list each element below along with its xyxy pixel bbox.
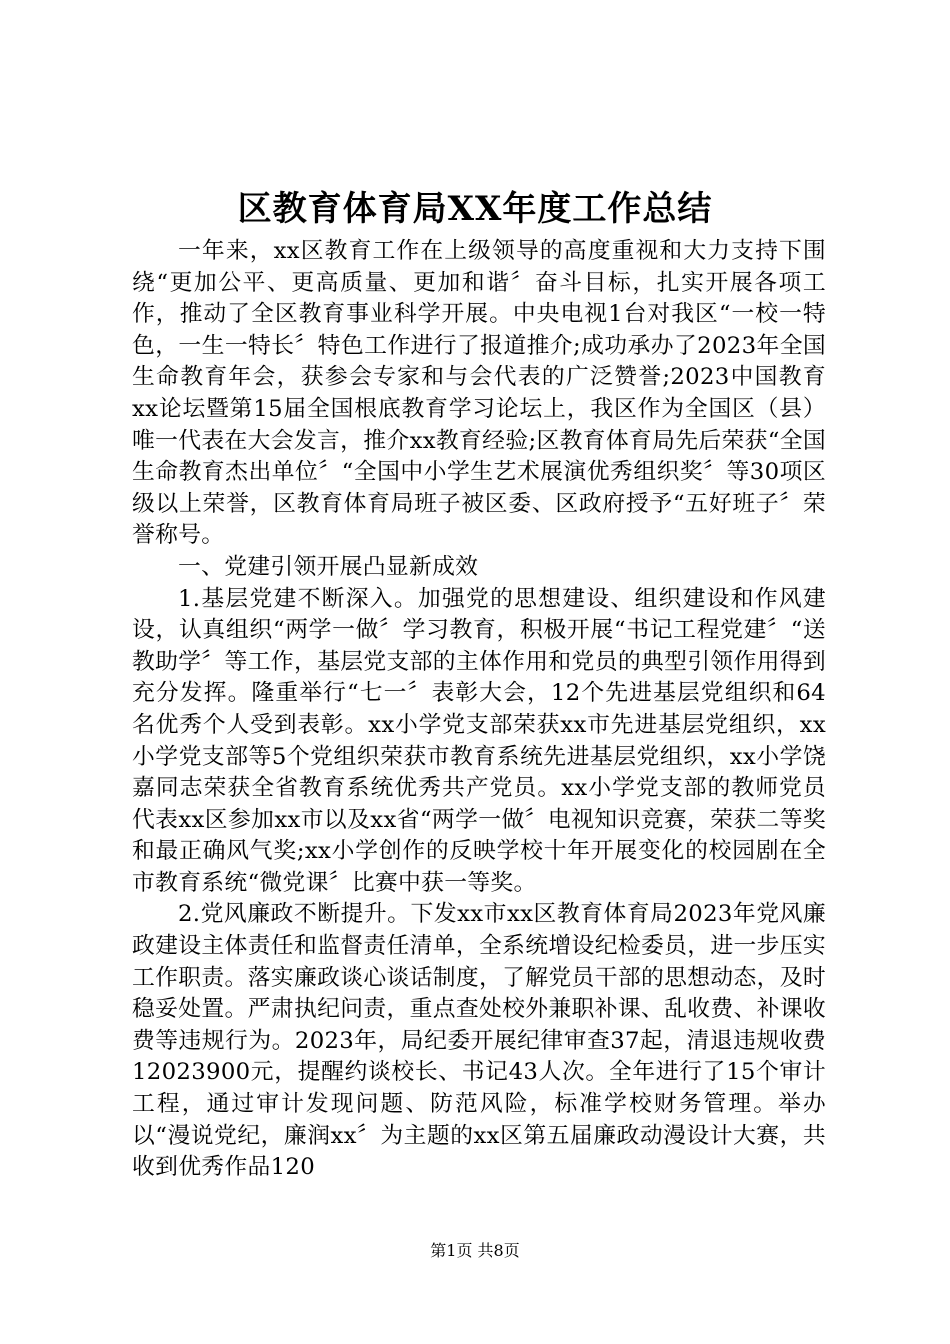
document-title: 区教育体育局XX年度工作总结 — [237, 189, 713, 229]
page-number-footer: 第1页 共8页 — [430, 1241, 520, 1260]
section-heading: 一、党建引领开展凸显新成效 — [178, 553, 479, 580]
paragraph-party-building: 1.基层党建不断深入。加强党的思想建设、组织建设和作风建设，认真组织“两学一做〞学习教育，积极开展“书记工程党建〞“送教助学〞等工作，基层党支部的主体作用和党员的典型引领作用得到充分发挥。隆重举行“七一〞表彰大会，12个先进基层党组织和64名优秀个人受到表彰。xx小学党支部荣获xx市先进基层党组织，xx小学党支部等5个党组织荣获市教育系统先进基层党组织，xx小学饶嘉同志荣获全省教育系统优秀共产党员。xx小学党支部的教师党员代表xx区参加xx市以及xx省“两学一做〞电视知识竞赛，荣获二等奖和最正确风气奖;xx小学创作的反映学校十年开展变化的校园剧在全市教育系统“微党课〞比赛中获一等奖。 — [132, 585, 826, 896]
paragraph-intro: 一年来，xx区教育工作在上级领导的高度重视和大力支持下围绕“更加公平、更高质量、更加和谐〞奋斗目标，扎实开展各项工作，推动了全区教育事业科学开展。中央电视1台对我区“一校一特色，一生一特长〞特色工作进行了报道推介;成功承办了2023年全国生命教育年会，获参会专家和与会代表的广泛赞誉;2023中国教育xx论坛暨第15届全国根底教育学习论坛上，我区作为全国区（县）唯一代表在大会发言，推介xx教育经验;区教育体育局先后荣获“全国生命教育杰出单位〞“全国中小学生艺术展演优秀组织奖〞等30项区级以上荣誉，区教育体育局班子被区委、区政府授予“五好班子〞荣誉称号。 — [132, 238, 826, 549]
paragraph-integrity: 2.党风廉政不断提升。下发xx市xx区教育体育局2023年党风廉政建设主体责任和监督责任清单，全系统增设纪检委员，进一步压实工作职责。落实廉政谈心谈话制度，了解党员干部的思想动态，及时稳妥处置。严肃执纪问责，重点查处校外兼职补课、乱收费、补课收费等违规行为。2023年，局纪委开展纪律审查37起，清退违规收费12023900元，提醒约谈校长、书记43人次。全年进行了15个审计工程，通过审计发现问题、防范风险，标准学校财务管理。举办以“漫说党纪，廉润xx〞为主题的xx区第五届廉政动漫设计大赛，共收到优秀作品120 — [132, 901, 826, 1181]
document-body — [132, 236, 826, 1184]
